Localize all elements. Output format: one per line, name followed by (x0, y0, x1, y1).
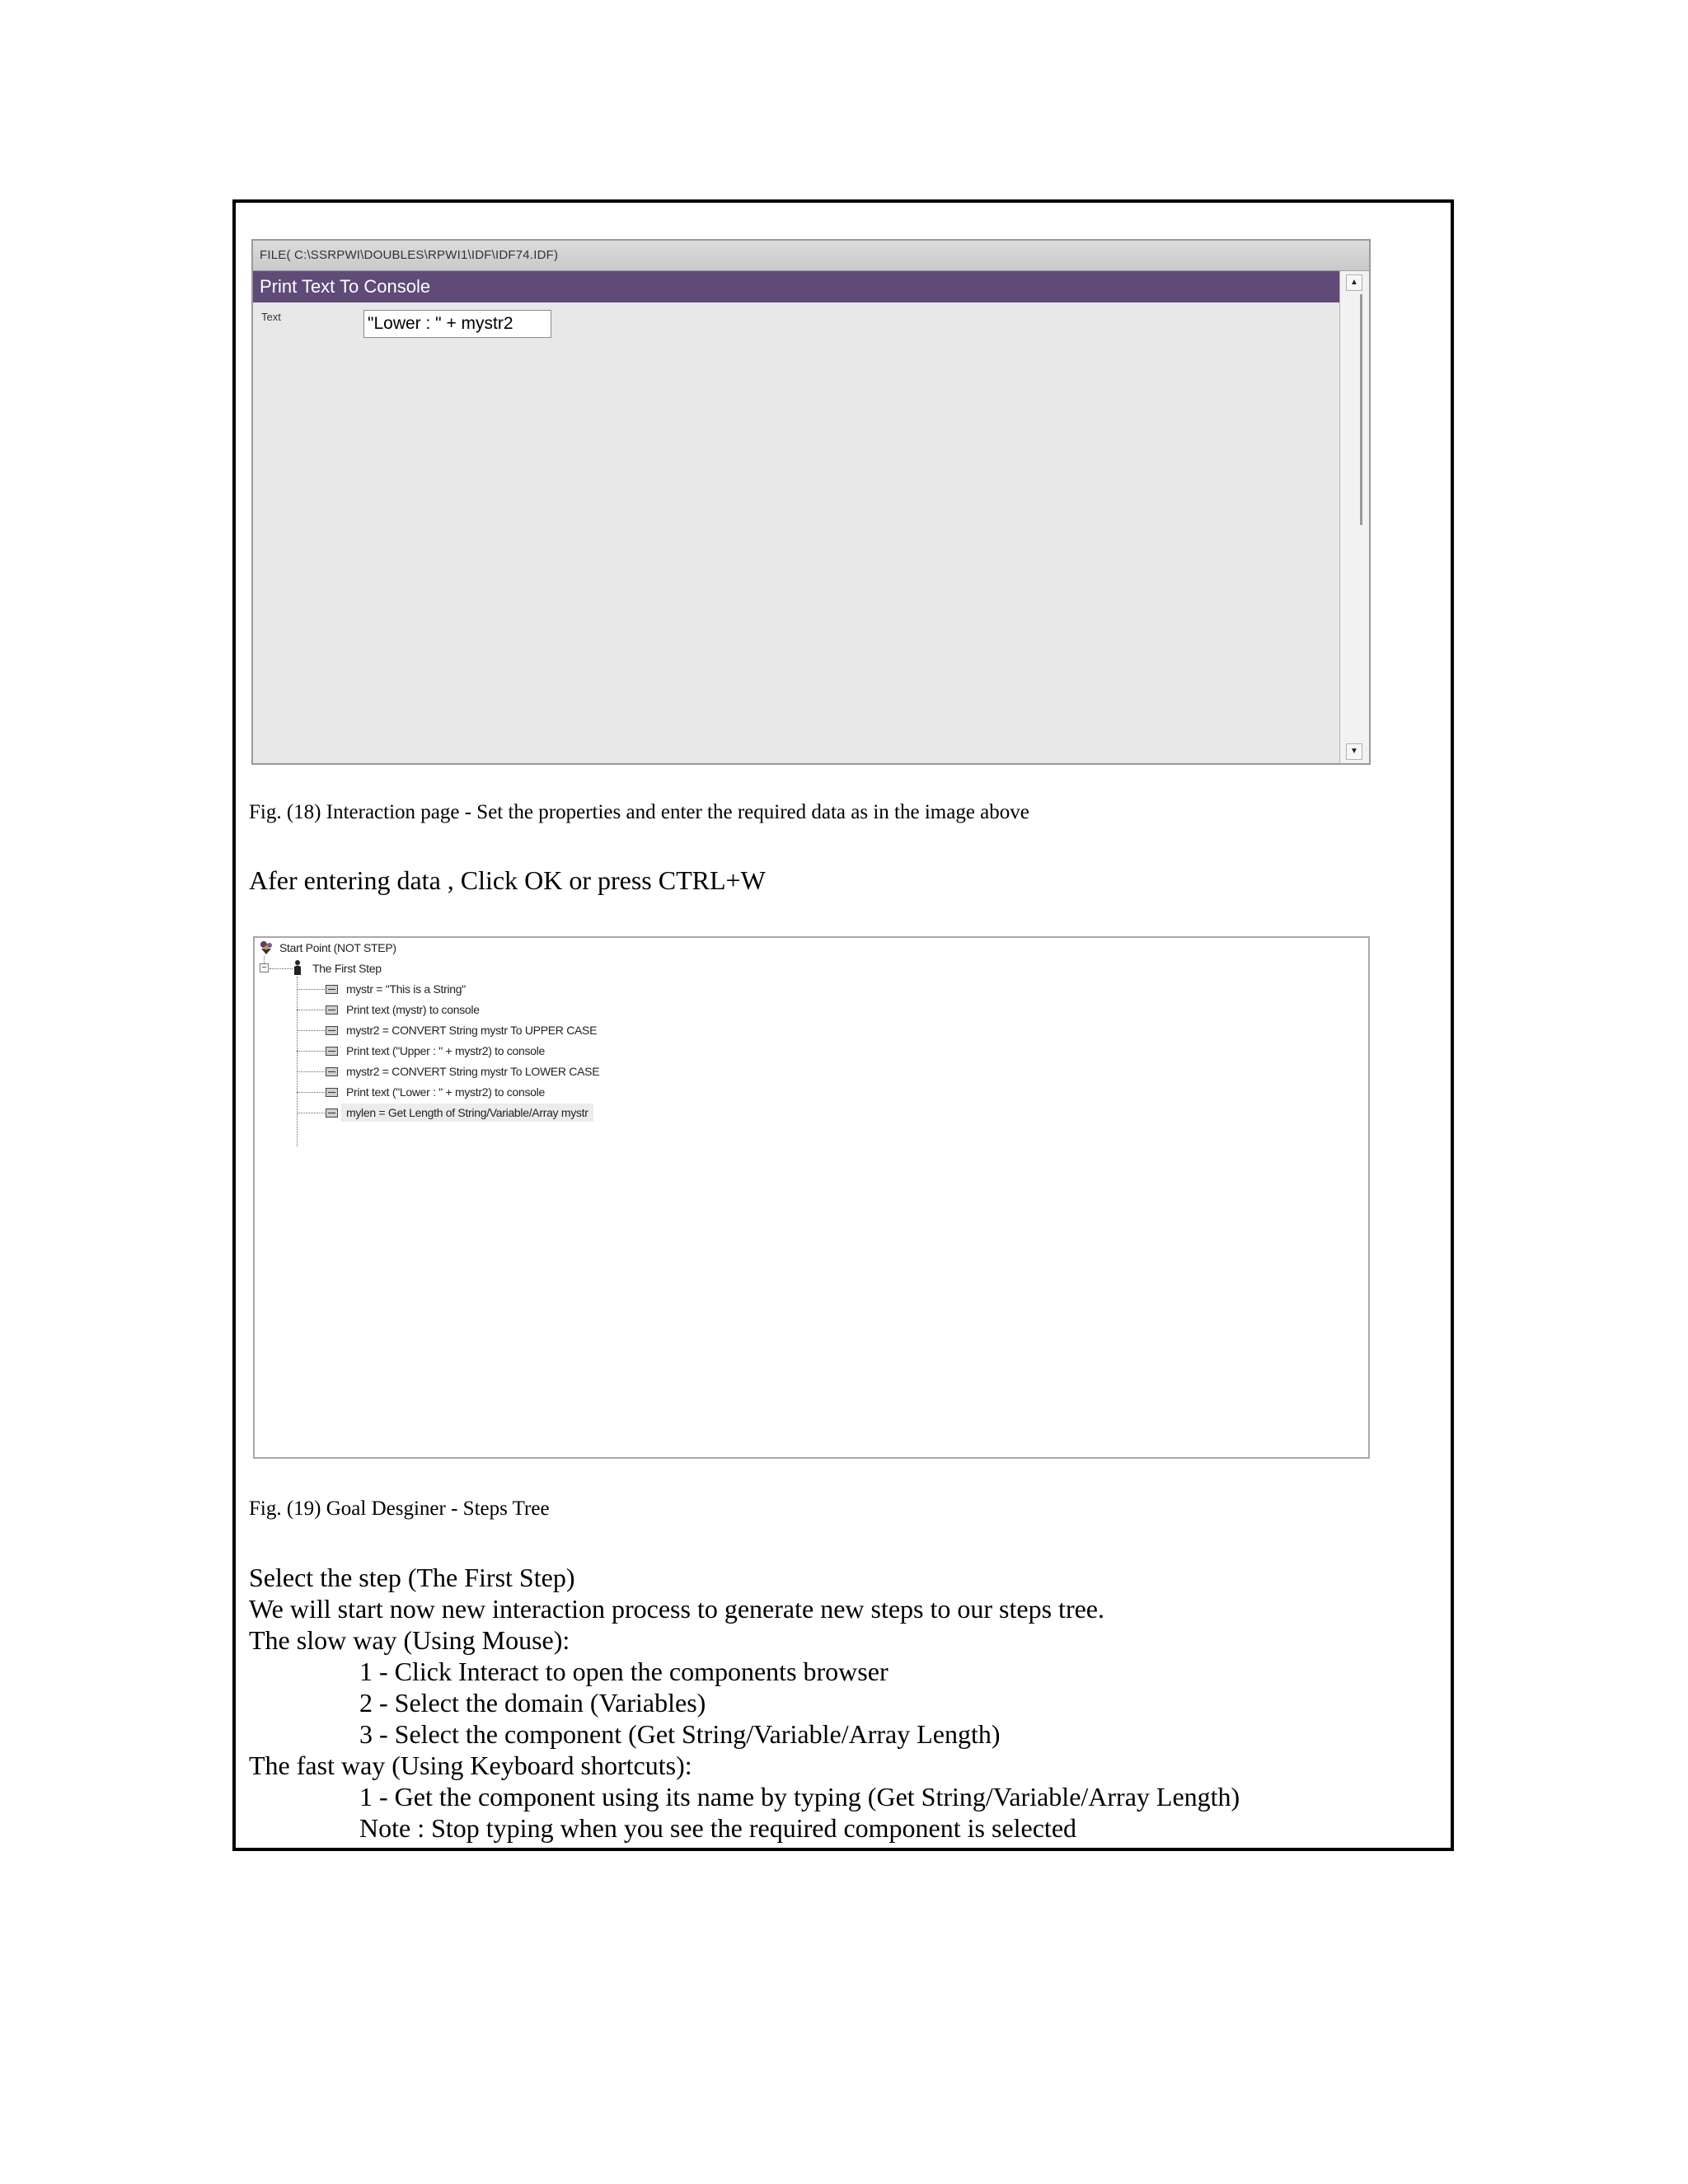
component-header: Print Text To Console (253, 271, 1339, 302)
tree-item[interactable]: Print text ("Upper : " + mystr2) to console (346, 1044, 545, 1057)
tree-item[interactable]: mystr2 = CONVERT String mystr To LOWER CASE (346, 1065, 600, 1078)
statement-icon (326, 1026, 338, 1035)
statement-icon (326, 1005, 338, 1015)
fast-way-title: The fast way (Using Keyboard shortcuts): (249, 1750, 692, 1780)
slow-step: 1 - Click Interact to open the components browser (359, 1657, 889, 1686)
steps-tree-panel (253, 936, 1370, 1459)
instruction-line: Select the step (The First Step) (249, 1563, 575, 1592)
window-title-bar: FILE( C:\SSRPWI\DOUBLES\RPWI1\IDF\IDF74.IDF) (253, 241, 1369, 271)
slow-way-title: The slow way (Using Mouse): (249, 1625, 570, 1655)
start-point-icon (258, 940, 274, 956)
tree-item[interactable]: Print text (mystr) to console (346, 1003, 480, 1016)
statement-icon (326, 985, 338, 994)
tree-connector (297, 1030, 325, 1031)
scroll-up-icon[interactable]: ▲ (1346, 274, 1362, 291)
tree-step-label[interactable]: The First Step (312, 962, 382, 975)
fast-step-note: Note : Stop typing when you see the required component is selected (359, 1813, 1077, 1843)
figure-18-caption: Fig. (18) Interaction page - Set the properties and enter the required data as in the image above (249, 801, 1029, 823)
tree-item[interactable]: Print text ("Lower : " + mystr2) to console (346, 1085, 545, 1099)
text-field[interactable] (363, 310, 551, 338)
step-person-icon (293, 959, 302, 976)
lead-instruction: Afer entering data , Click OK or press CTRL+W (249, 865, 766, 895)
instruction-line: We will start now new interaction process to generate new steps to our steps tree. (249, 1594, 1104, 1624)
tree-connector (297, 1051, 325, 1052)
property-body (253, 302, 1339, 763)
statement-icon (326, 1088, 338, 1097)
tree-connector (270, 968, 293, 969)
statement-icon (326, 1108, 338, 1118)
statement-icon (326, 1047, 338, 1056)
statement-icon (326, 1067, 338, 1076)
vertical-scrollbar[interactable] (1339, 271, 1369, 763)
tree-connector (297, 989, 325, 990)
tree-item-selected[interactable]: mylen = Get Length of String/Variable/Array mystr (341, 1104, 593, 1122)
scroll-down-icon[interactable]: ▼ (1346, 743, 1362, 760)
tree-connector (264, 956, 265, 963)
tree-connector (297, 1092, 325, 1093)
figure-19-caption: Fig. (19) Goal Desginer - Steps Tree (249, 1497, 550, 1520)
property-window (251, 239, 1371, 765)
slow-step: 2 - Select the domain (Variables) (359, 1688, 706, 1718)
tree-root-label[interactable]: Start Point (NOT STEP) (279, 941, 396, 954)
collapse-icon[interactable]: − (260, 963, 269, 972)
slow-step: 3 - Select the component (Get String/Variable/Array Length) (359, 1719, 1001, 1749)
tree-connector (297, 977, 298, 1146)
tree-connector (297, 1071, 325, 1072)
scroll-thumb[interactable] (1346, 294, 1362, 525)
tree-item[interactable]: mystr2 = CONVERT String mystr To UPPER CASE (346, 1024, 598, 1037)
fast-step: 1 - Get the component using its name by typing (Get String/Variable/Array Length) (359, 1782, 1240, 1811)
text-field-label: Text (261, 311, 281, 323)
tree-item[interactable]: mystr = "This is a String" (346, 982, 466, 996)
